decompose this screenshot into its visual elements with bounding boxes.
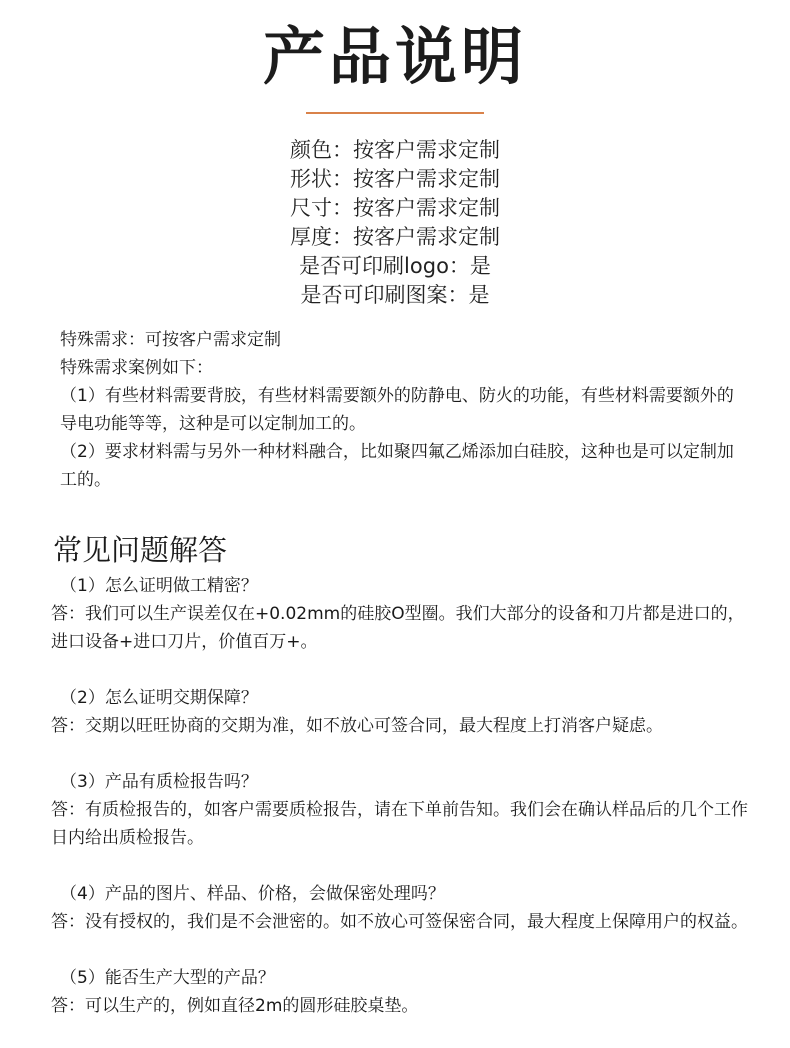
special-line-2: 特殊需求案例如下： <box>60 358 213 378</box>
faq-list <box>51 572 751 1048</box>
special-case-1: （1）有些材料需要背胶，有些材料需要额外的防静电、防火的功能，有些材料需要额外的导电功能等等，这种是可以定制加工的。 <box>60 386 734 434</box>
special-case-2: （2）要求材料需与另外一种材料融合，比如聚四氟乙烯添加白硅胶，这种也是可以定制加工的。 <box>60 442 734 490</box>
page-title: 产品说明 <box>262 20 527 93</box>
faq-question: （1）怎么证明做工精密？ <box>60 576 258 596</box>
spec-logo-print: 是否可印刷logo：是 <box>299 254 491 278</box>
faq-item <box>51 964 751 1020</box>
spec-pattern-print: 是否可印刷图案：是 <box>300 283 490 307</box>
special-line-1: 特殊需求：可按客户需求定制 <box>60 330 281 350</box>
spec-shape: 形状：按客户需求定制 <box>290 167 500 191</box>
faq-answer: 答：有质检报告的，如客户需要质检报告，请在下单前告知。我们会在确认样品后的几个工作日内给出质检报告。 <box>51 800 748 848</box>
faq-answer: 答：我们可以生产误差仅在+0.02mm的硅胶O型圈。我们大部分的设备和刀片都是进口的，进口设备+进口刀片，价值百万+。 <box>51 604 745 652</box>
spec-list <box>0 136 790 310</box>
faq-item <box>51 768 751 852</box>
faq-answer: 答：交期以旺旺协商的交期为准，如不放心可签合同，最大程度上打消客户疑虑。 <box>51 716 663 736</box>
faq-item <box>51 880 751 936</box>
spec-color: 颜色：按客户需求定制 <box>290 138 500 162</box>
faq-question: （3）产品有质检报告吗？ <box>60 772 258 792</box>
faq-heading: 常见问题解答 <box>53 533 228 567</box>
spec-size: 尺寸：按客户需求定制 <box>290 196 500 220</box>
faq-answer: 答：没有授权的，我们是不会泄密的。如不放心可签保密合同，最大程度上保障用户的权益。 <box>51 912 748 932</box>
title-divider <box>306 112 484 114</box>
spec-thickness: 厚度：按客户需求定制 <box>290 225 500 249</box>
faq-answer: 答：可以生产的，例如直径2m的圆形硅胶桌垫。 <box>51 996 419 1016</box>
faq-question: （2）怎么证明交期保障？ <box>60 688 258 708</box>
special-requirements <box>60 326 750 494</box>
faq-question: （5）能否生产大型的产品？ <box>60 968 275 988</box>
faq-question: （4）产品的图片、样品、价格，会做保密处理吗？ <box>60 884 445 904</box>
faq-item <box>51 684 751 740</box>
faq-item <box>51 572 751 656</box>
